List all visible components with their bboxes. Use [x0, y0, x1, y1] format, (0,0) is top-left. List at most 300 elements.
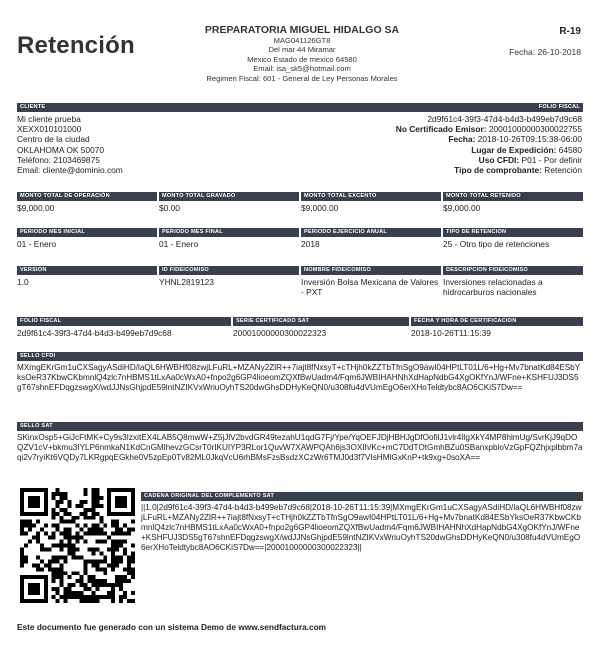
qr-module — [24, 555, 28, 559]
qr-module — [48, 536, 52, 540]
qr-module — [99, 551, 103, 555]
qr-module — [95, 492, 99, 496]
qr-module — [60, 516, 64, 520]
client-phone: Teléfono: 2103469875 — [17, 154, 100, 165]
fiscal-uso — [396, 155, 582, 165]
qr-module — [79, 599, 83, 603]
issuer-regimen: Regimen Fiscal: 601 - General de Ley Personas Morales — [206, 73, 398, 83]
qr-module — [123, 551, 127, 555]
qr-module — [52, 496, 56, 500]
qr-module — [111, 520, 115, 524]
qr-module — [123, 547, 127, 551]
qr-module — [20, 551, 24, 555]
qr-module — [24, 524, 28, 528]
qr-module — [36, 555, 40, 559]
fideicomiso-cell — [443, 266, 583, 297]
qr-module — [91, 551, 95, 555]
cadena-value: ||1.0|2d9f61c4-39f3-47d4-b4d3-b499eb7d9c68|2018-10-26T11:15:39|MXmgEKrGm1uCXSagyASdiHD/laQL6HWBHf08zwjLFuRL+MZANy2ZlR++7iajt8fNxsyT+cTHjh0kZZTbTfnSgO9awI04HPtLT01L/6+Hg+Mv7bnatKd84ESbYksOeR37KbwCKbmnlQ4zlc7nHBMS1tLxAa0cWxA0+fnpo2g6GP4lioeomZQXfBwUadm4/Fqm6JWBIHAHNhXdHapNdbG4XgOKfYnJ/WFne+KSHFUJ3DS5gT67shnEFDqgzswgX/wdJJNsGhjpdE59lntNZIKVxWriuOyhTS20dwGhsDDHyKeQN0/u308fu4dVUmEgO6erXHoTeldtybc8AO6CKiS7Dw==|20001000000300022323|| — [141, 503, 582, 552]
qr-module — [36, 536, 40, 540]
qr-module — [83, 532, 87, 536]
qr-module — [68, 520, 72, 524]
qr-module — [56, 528, 60, 532]
fideicomiso-label: ID FIDEICOMISO — [159, 266, 299, 275]
qr-module — [40, 547, 44, 551]
qr-module — [99, 567, 103, 571]
qr-module — [56, 575, 60, 579]
qr-module — [87, 547, 91, 551]
qr-module — [131, 591, 135, 595]
qr-module — [68, 512, 72, 516]
qr-module — [28, 540, 32, 544]
qr-module — [127, 555, 131, 559]
qr-module — [119, 528, 123, 532]
qr-module — [115, 559, 119, 563]
qr-module — [83, 587, 87, 591]
qr-module — [76, 532, 80, 536]
sello-cfdi-value: MXmgEKrGm1uCXSagyASdiHD/laQL6HWBHf08zwjLFuRL+MZANy2ZlR++7iajt8fNxsyT+cTHjh0kZZTbTfnSgO9awI04HPtLT01L/6+Hg+Mv7bnatKd84ESbYksOeR37KbwCKbmnlQ4zlc7nHBMS1tLxAa0cWxA0+fnpo2g6GP4lioeomZQXfBwUadm4/Fqm6JWBIHAHNhXdHapNdbG4XgOKfYnJ/WFne+KSHFUJ3DS5gT67shnEFDqgzswgX/wdJJNsGhjpdE59lntNZIKVxWriuOyhTS20dwGhsDDHyKeQN0/u308fu4dVUmEgO6erXHoTeldtybc8AO6CKiS7Dw== — [17, 363, 581, 392]
cert-label: FECHA Y HORA DE CERTIFICACION — [411, 317, 583, 326]
qr-module — [20, 547, 24, 551]
qr-module — [83, 540, 87, 544]
qr-module — [60, 575, 64, 579]
sello-cfdi-label: SELLO CFDI — [17, 352, 583, 361]
monto-label: MONTO TOTAL DE OPERACIÓN — [17, 192, 157, 201]
qr-module — [131, 575, 135, 579]
qr-module — [127, 599, 131, 603]
periodo-cell — [17, 228, 157, 249]
qr-module — [83, 583, 87, 587]
qr-module — [40, 559, 44, 563]
client-address-2: OKLAHOMA OK 50070 — [17, 144, 105, 155]
qr-module — [119, 532, 123, 536]
fideicomiso-row — [17, 266, 583, 297]
folio-number: R-19 — [559, 26, 581, 37]
qr-module — [36, 520, 40, 524]
qr-module — [52, 579, 56, 583]
qr-module — [60, 567, 64, 571]
qr-module — [76, 540, 80, 544]
qr-module — [103, 532, 107, 536]
cadena-label: CADENA ORIGINAL DEL COMPLEMENTO SAT — [141, 492, 583, 501]
qr-module — [91, 532, 95, 536]
qr-module — [95, 528, 99, 532]
qr-module — [52, 571, 56, 575]
qr-module — [79, 579, 83, 583]
client-email: Email: cliente@dominio.com — [17, 165, 123, 176]
qr-module — [79, 575, 83, 579]
qr-module — [131, 571, 135, 575]
qr-module — [52, 587, 56, 591]
qr-code — [20, 488, 135, 603]
issuer-name: PREPARATORIA MIGUEL HIDALGO SA — [204, 24, 400, 36]
qr-module — [111, 599, 115, 603]
qr-module — [76, 571, 80, 575]
qr-module — [44, 563, 48, 567]
qr-module — [119, 579, 123, 583]
qr-module — [68, 591, 72, 595]
qr-module — [56, 555, 60, 559]
qr-module — [111, 551, 115, 555]
qr-module — [60, 583, 64, 587]
fiscal-date-value: 2018-10-26T09:15:38-06:00 — [477, 134, 582, 145]
qr-module — [56, 567, 60, 571]
qr-module — [95, 488, 99, 492]
qr-module — [95, 532, 99, 536]
qr-module — [91, 496, 95, 500]
qr-module — [44, 532, 48, 536]
qr-module — [115, 540, 119, 544]
qr-module — [111, 532, 115, 536]
periodo-cell — [159, 228, 299, 249]
qr-module — [83, 524, 87, 528]
qr-module — [119, 555, 123, 559]
cert-value: 2018-10-26T11:15:39 — [411, 328, 491, 338]
qr-module — [99, 496, 103, 500]
qr-module — [95, 504, 99, 508]
qr-module — [91, 516, 95, 520]
fiscal-cert — [396, 124, 582, 134]
qr-module — [87, 508, 91, 512]
fideicomiso-value: Inversión Bolsa Mexicana de Valores - PXT — [301, 277, 439, 297]
qr-module — [60, 595, 64, 599]
qr-module — [95, 547, 99, 551]
qr-module — [123, 532, 127, 536]
qr-module — [87, 528, 91, 532]
qr-module — [36, 532, 40, 536]
folio-fiscal-header: FOLIO FISCAL — [538, 104, 580, 110]
document-title: Retención — [17, 32, 135, 59]
qr-module — [72, 555, 76, 559]
qr-module — [103, 555, 107, 559]
qr-module — [64, 595, 68, 599]
qr-module — [119, 559, 123, 563]
qr-module — [87, 532, 91, 536]
qr-module — [99, 516, 103, 520]
monto-cell — [301, 192, 441, 213]
qr-module — [95, 559, 99, 563]
qr-module — [60, 492, 64, 496]
cert-value: 20001000000300022323 — [233, 328, 327, 338]
qr-module — [68, 536, 72, 540]
qr-module — [95, 524, 99, 528]
qr-module — [99, 520, 103, 524]
qr-module — [52, 555, 56, 559]
qr-module — [91, 583, 95, 587]
qr-module — [64, 512, 68, 516]
qr-module — [56, 488, 60, 492]
qr-module — [123, 567, 127, 571]
qr-module — [91, 504, 95, 508]
periodo-label: PERIODO EJERCICIO ANUAL — [301, 228, 441, 237]
qr-module — [107, 591, 111, 595]
qr-module — [56, 492, 60, 496]
qr-module — [79, 528, 83, 532]
qr-module — [56, 559, 60, 563]
qr-module — [79, 583, 83, 587]
qr-module — [32, 536, 36, 540]
qr-module — [64, 520, 68, 524]
qr-module — [52, 536, 56, 540]
qr-module — [103, 595, 107, 599]
qr-module — [24, 520, 28, 524]
qr-module — [68, 528, 72, 532]
qr-module — [28, 520, 32, 524]
monto-label: MONTO TOTAL RETENIDO — [443, 192, 583, 201]
footer-note: Este documento fue generado con un sistema Demo de www.sendfactura.com — [17, 622, 327, 632]
qr-module — [68, 540, 72, 544]
qr-module — [48, 547, 52, 551]
qr-module — [72, 551, 76, 555]
qr-module — [127, 532, 131, 536]
fiscal-lugar-value: 64580 — [558, 144, 582, 155]
qr-module — [91, 595, 95, 599]
qr-module — [123, 595, 127, 599]
qr-module — [24, 532, 28, 536]
qr-module — [127, 528, 131, 532]
qr-module — [115, 532, 119, 536]
qr-module — [95, 512, 99, 516]
periodo-value: 2018 — [301, 239, 320, 249]
sello-sat-value: SKinxOsp5+GiJcFtMK+Cy9s3IzxitEX4LAB5Q8mwW+Z5jJlV2bvdGR49tezahU1qdG7Fj/Ype/YqOEFJDjHBHJgDfOofilJ1vlr4lIgXkY4MP8hlmUg/SvrKjJ9qDOQZV1cV+bkmu3IYLP6nmkaN1KdCnGMlhevzGCsrT0rIKUIYP3RLor1QuvW7XAWPQAh6js3OXIh/Kc+mC7DdTOtGmhBZu0SBanxpbloVzGpFQZhjxplbbm7aqi2v7ryiKt6VQDy7LKRgpqEGkhe0V5zpEp0Tv82ML0JkqVcU6rhBMsFzsBsdzXCzWr6TMJ0d3f7VIsHMlGxKnP+tk9xg+0soXA== — [17, 433, 583, 462]
qr-module — [119, 540, 123, 544]
qr-module — [127, 579, 131, 583]
qr-module — [76, 595, 80, 599]
qr-module — [32, 563, 36, 567]
cert-label: SERIE CERTIFICADO SAT — [233, 317, 409, 326]
qr-module — [60, 540, 64, 544]
qr-module — [95, 595, 99, 599]
qr-module — [99, 528, 103, 532]
qr-module — [83, 563, 87, 567]
qr-module — [52, 532, 56, 536]
qr-module — [20, 563, 24, 567]
qr-module — [64, 559, 68, 563]
qr-module — [64, 544, 68, 548]
fiscal-lugar-label: Lugar de Expedición: — [471, 144, 557, 155]
qr-module — [64, 587, 68, 591]
qr-module — [131, 559, 135, 563]
qr-module — [111, 595, 115, 599]
qr-module — [44, 547, 48, 551]
qr-module — [99, 595, 103, 599]
qr-module — [64, 536, 68, 540]
qr-module — [95, 540, 99, 544]
qr-module — [91, 524, 95, 528]
qr-module — [123, 579, 127, 583]
monto-value: $9,000.00 — [301, 203, 339, 213]
qr-module — [103, 583, 107, 587]
qr-module — [40, 567, 44, 571]
qr-module — [68, 504, 72, 508]
qr-module — [119, 599, 123, 603]
qr-module — [52, 567, 56, 571]
qr-module — [87, 516, 91, 520]
qr-module — [52, 492, 56, 496]
qr-module — [91, 559, 95, 563]
qr-module — [115, 520, 119, 524]
fideicomiso-label: NOMBRE FIDEICOMISO — [301, 266, 441, 275]
qr-module — [131, 544, 135, 548]
qr-module — [107, 536, 111, 540]
fiscal-date — [396, 134, 582, 144]
qr-module — [76, 555, 80, 559]
qr-module — [127, 571, 131, 575]
qr-module — [119, 595, 123, 599]
qr-module — [103, 571, 107, 575]
qr-module — [91, 591, 95, 595]
issuer-block — [157, 24, 447, 83]
qr-module — [36, 567, 40, 571]
issuer-address-2: Mexico Estado de mexico 64580 — [247, 54, 357, 64]
qr-module — [103, 559, 107, 563]
qr-module — [131, 599, 135, 603]
qr-module — [111, 544, 115, 548]
qr-module — [123, 575, 127, 579]
fiscal-cert-label: No Certificado Emisor: — [395, 124, 487, 135]
periodo-label: PERIODO MES INICIAL — [17, 228, 157, 237]
qr-module — [24, 559, 28, 563]
fiscal-tipo-value: Retención — [544, 165, 582, 176]
qr-module — [91, 492, 95, 496]
qr-module — [111, 559, 115, 563]
qr-module — [60, 563, 64, 567]
qr-module — [60, 571, 64, 575]
qr-module — [83, 492, 87, 496]
qr-module — [28, 528, 32, 532]
periodo-value: 01 - Enero — [159, 239, 199, 249]
qr-module — [95, 587, 99, 591]
fideicomiso-label: DESCRIPCION FIDEICOMISO — [443, 266, 583, 275]
qr-module — [72, 516, 76, 520]
qr-module — [60, 520, 64, 524]
qr-module — [119, 544, 123, 548]
qr-module — [72, 536, 76, 540]
qr-module — [95, 500, 99, 504]
fideicomiso-label: VERSION — [17, 266, 157, 275]
periodo-value: 25 - Otro tipo de retenciones — [443, 239, 550, 249]
qr-module — [107, 563, 111, 567]
qr-module — [83, 488, 87, 492]
qr-module — [99, 540, 103, 544]
client-rfc: XEXX010101000 — [17, 124, 82, 135]
qr-module — [64, 591, 68, 595]
document-date — [509, 47, 581, 57]
qr-module — [32, 524, 36, 528]
monto-value: $0.00 — [159, 203, 180, 213]
qr-module — [103, 567, 107, 571]
qr-module — [72, 583, 76, 587]
qr-module — [87, 559, 91, 563]
fideicomiso-cell — [159, 266, 299, 297]
qr-module — [48, 567, 52, 571]
client-header-bar — [17, 103, 583, 112]
fideicomiso-value: Inversiones relacionadas a hidrocarburos nacionales — [443, 277, 543, 297]
qr-module — [68, 583, 72, 587]
qr-module — [83, 500, 87, 504]
cert-label: FOLIO FISCAL — [17, 317, 231, 326]
qr-module — [20, 532, 24, 536]
qr-module — [91, 575, 95, 579]
qr-module — [40, 528, 44, 532]
qr-module — [91, 488, 95, 492]
qr-module — [115, 579, 119, 583]
qr-module — [99, 559, 103, 563]
qr-module — [123, 591, 127, 595]
qr-module — [79, 500, 83, 504]
monto-label: MONTO TOTAL EXCENTO — [301, 192, 441, 201]
qr-module — [60, 500, 64, 504]
qr-module — [56, 544, 60, 548]
qr-module — [95, 567, 99, 571]
qr-module — [60, 555, 64, 559]
qr-module — [111, 524, 115, 528]
qr-module — [111, 540, 115, 544]
issuer-rfc: MAG041126GT8 — [273, 36, 331, 45]
qr-module — [20, 528, 24, 532]
fiscal-cert-value: 20001000000300022755 — [488, 124, 582, 135]
qr-module — [127, 567, 131, 571]
qr-module — [28, 524, 32, 528]
fiscal-uuid: 2d9f61c4-39f3-47d4-b4d3-b499eb7d9c68 — [427, 114, 582, 124]
qr-module — [79, 536, 83, 540]
qr-module — [99, 579, 103, 583]
qr-module — [56, 571, 60, 575]
qr-module — [131, 551, 135, 555]
qr-module — [72, 591, 76, 595]
qr-module — [64, 599, 68, 603]
qr-module — [72, 571, 76, 575]
qr-module — [115, 555, 119, 559]
qr-module — [95, 583, 99, 587]
qr-module — [91, 508, 95, 512]
periodo-cell — [443, 228, 583, 249]
qr-module — [56, 512, 60, 516]
qr-module — [103, 579, 107, 583]
qr-module — [52, 595, 56, 599]
fiscal-tipo-label: Tipo de comprobante: — [454, 165, 542, 176]
monto-cell — [159, 192, 299, 213]
cert-cell — [411, 317, 583, 338]
qr-module — [83, 571, 87, 575]
qr-module — [40, 544, 44, 548]
qr-module — [60, 532, 64, 536]
qr-module — [91, 579, 95, 583]
qr-module — [119, 587, 123, 591]
qr-module — [87, 595, 91, 599]
qr-module — [95, 496, 99, 500]
qr-module — [52, 512, 56, 516]
qr-module — [56, 587, 60, 591]
qr-module — [76, 524, 80, 528]
qr-module — [111, 547, 115, 551]
monto-value: $9,000.00 — [17, 203, 55, 213]
fiscal-lugar — [396, 145, 582, 155]
qr-module — [107, 595, 111, 599]
cert-cell — [17, 317, 231, 338]
qr-module — [115, 575, 119, 579]
qr-module — [79, 504, 83, 508]
qr-module — [64, 508, 68, 512]
monto-cell — [17, 192, 157, 213]
sello-sat-section — [17, 422, 583, 463]
qr-module — [20, 559, 24, 563]
qr-module — [99, 532, 103, 536]
monto-cell — [443, 192, 583, 213]
qr-module — [56, 504, 60, 508]
qr-module — [111, 587, 115, 591]
qr-module — [48, 559, 52, 563]
qr-module — [56, 524, 60, 528]
